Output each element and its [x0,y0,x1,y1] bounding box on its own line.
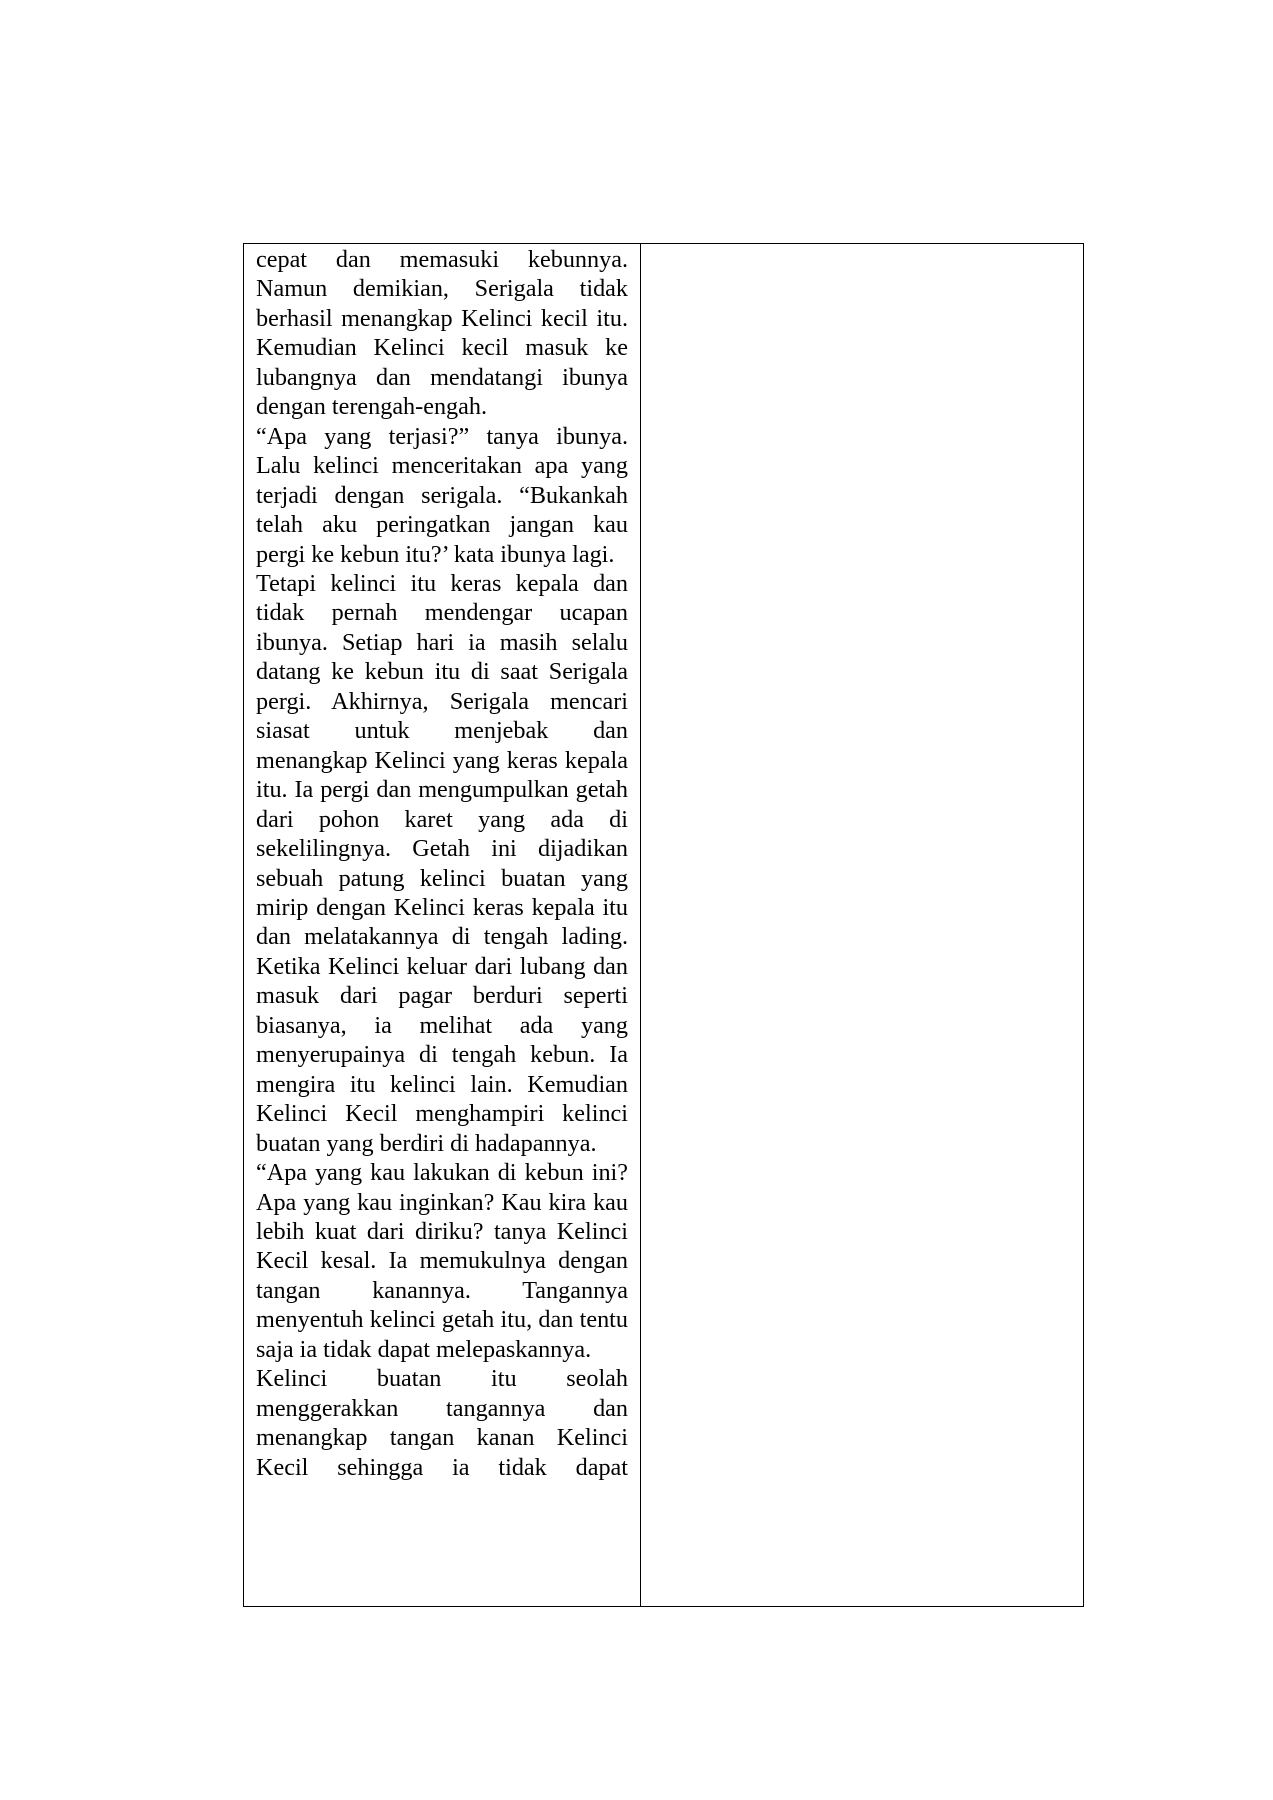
story-table [243,243,1084,1607]
table-row [244,244,1084,1607]
story-paragraph: Tetapi kelinci itu keras kepala dan tidak pernah mendengar ucapan ibunya. Setiap hari ia masih selalu datang ke kebun itu di saat Serigala pergi. Akhirnya, Serigala mencari siasat untuk menjebak dan menangkap Kelinci yang keras kepala itu. Ia pergi dan mengumpulkan getah dari pohon karet yang ada di sekelilingnya. Getah ini dijadikan sebuah patung kelinci buatan yang mirip dengan Kelinci keras kepala itu dan melatakannya di tengah lading. Ketika Kelinci keluar dari lubang dan masuk dari pagar berduri seperti biasanya, ia melihat ada yang menyerupainya di tengah kebun. Ia mengira itu kelinci lain. Kemudian Kelinci Kecil menghampiri kelinci buatan yang berdiri di hadapannya. [256,569,628,1157]
story-paragraph: “Apa yang terjasi?” tanya ibunya. Lalu kelinci menceritakan apa yang terjadi dengan serigala. “Bukankah telah aku peringatkan jangan kau pergi ke kebun itu?’ kata ibunya lagi. [256,422,628,568]
story-paragraph: Kelinci buatan itu seolah menggerakkan tangannya dan menangkap tangan kanan Kelinci Kecil sehingga ia tidak dapat [256,1365,628,1481]
story-text [244,244,640,1606]
story-text-cell [244,244,641,1607]
story-paragraph: cepat dan memasuki kebunnya. Namun demikian, Serigala tidak berhasil menangkap Kelinci kecil itu. Kemudian Kelinci kecil masuk ke lubangnya dan mendatangi ibunya dengan terengah-engah. [256,246,628,421]
empty-notes-cell [641,244,1084,1607]
story-paragraph: “Apa yang kau lakukan di kebun ini? Apa yang kau inginkan? Kau kira kau lebih kuat dari diriku? tanya Kelinci Kecil kesal. Ia memukulnya dengan tangan kanannya. Tangannya menyentuh kelinci getah itu, dan tentu saja ia tidak dapat melepaskannya. [256,1159,628,1363]
